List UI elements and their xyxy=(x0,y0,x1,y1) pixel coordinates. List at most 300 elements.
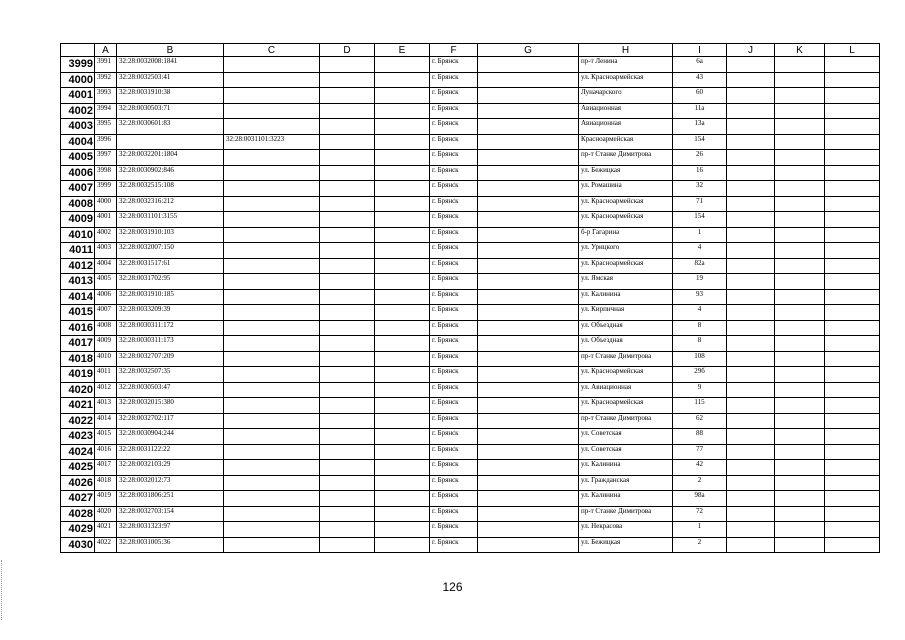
cell-a[interactable]: 4021 xyxy=(95,522,117,538)
cell-h[interactable]: Авиационная xyxy=(579,103,673,119)
row-number[interactable]: 4003 xyxy=(61,119,95,135)
cell-g[interactable] xyxy=(478,289,579,305)
cell-e[interactable] xyxy=(375,398,430,414)
cell-c[interactable] xyxy=(224,351,320,367)
cell-c[interactable] xyxy=(224,336,320,352)
cell-j[interactable] xyxy=(727,243,775,259)
cell-d[interactable] xyxy=(320,429,375,445)
cell-k[interactable] xyxy=(775,398,825,414)
cell-h[interactable]: пр-т Станке Димитрова xyxy=(579,413,673,429)
cell-e[interactable] xyxy=(375,57,430,73)
cell-a[interactable]: 3998 xyxy=(95,165,117,181)
cell-f[interactable]: г. Брянск xyxy=(430,398,478,414)
cell-h[interactable]: ул. Урицкого xyxy=(579,243,673,259)
cell-b[interactable]: 32:28:0030311:172 xyxy=(117,320,224,336)
cell-d[interactable] xyxy=(320,165,375,181)
cell-k[interactable] xyxy=(775,382,825,398)
cell-b[interactable]: 32:28:0032012:73 xyxy=(117,475,224,491)
cell-l[interactable] xyxy=(825,119,880,135)
cell-i[interactable]: 6а xyxy=(673,57,727,73)
cell-j[interactable] xyxy=(727,72,775,88)
cell-k[interactable] xyxy=(775,134,825,150)
cell-k[interactable] xyxy=(775,444,825,460)
cell-h[interactable]: пр-т Ленина xyxy=(579,57,673,73)
cell-f[interactable]: г. Брянск xyxy=(430,537,478,553)
cell-a[interactable]: 4010 xyxy=(95,351,117,367)
cell-a[interactable]: 4019 xyxy=(95,491,117,507)
cell-a[interactable]: 4022 xyxy=(95,537,117,553)
row-number[interactable]: 4004 xyxy=(61,134,95,150)
row-number[interactable]: 4027 xyxy=(61,491,95,507)
cell-e[interactable] xyxy=(375,506,430,522)
cell-l[interactable] xyxy=(825,88,880,104)
row-number[interactable]: 4008 xyxy=(61,196,95,212)
cell-c[interactable] xyxy=(224,398,320,414)
cell-d[interactable] xyxy=(320,522,375,538)
cell-g[interactable] xyxy=(478,258,579,274)
cell-d[interactable] xyxy=(320,88,375,104)
cell-h[interactable]: Луначарского xyxy=(579,88,673,104)
cell-k[interactable] xyxy=(775,57,825,73)
cell-l[interactable] xyxy=(825,475,880,491)
cell-l[interactable] xyxy=(825,506,880,522)
cell-d[interactable] xyxy=(320,413,375,429)
cell-l[interactable] xyxy=(825,413,880,429)
cell-a[interactable]: 4017 xyxy=(95,460,117,476)
cell-k[interactable] xyxy=(775,522,825,538)
cell-e[interactable] xyxy=(375,475,430,491)
cell-d[interactable] xyxy=(320,119,375,135)
cell-d[interactable] xyxy=(320,320,375,336)
cell-f[interactable]: г. Брянск xyxy=(430,243,478,259)
cell-d[interactable] xyxy=(320,150,375,166)
cell-a[interactable]: 4006 xyxy=(95,289,117,305)
cell-i[interactable]: 9 xyxy=(673,382,727,398)
cell-a[interactable]: 4020 xyxy=(95,506,117,522)
cell-h[interactable]: ул. Бежицкая xyxy=(579,537,673,553)
cell-d[interactable] xyxy=(320,181,375,197)
column-header[interactable]: E xyxy=(375,44,430,57)
cell-c[interactable] xyxy=(224,72,320,88)
cell-g[interactable] xyxy=(478,522,579,538)
row-number[interactable]: 4020 xyxy=(61,382,95,398)
cell-a[interactable]: 3992 xyxy=(95,72,117,88)
cell-j[interactable] xyxy=(727,212,775,228)
cell-k[interactable] xyxy=(775,506,825,522)
cell-e[interactable] xyxy=(375,196,430,212)
row-number[interactable]: 4024 xyxy=(61,444,95,460)
cell-b[interactable]: 32:28:0031101:3155 xyxy=(117,212,224,228)
cell-h[interactable]: пр-т Станке Димитрова xyxy=(579,506,673,522)
cell-c[interactable] xyxy=(224,165,320,181)
cell-l[interactable] xyxy=(825,258,880,274)
cell-b[interactable]: 32:28:0031910:185 xyxy=(117,289,224,305)
row-number[interactable]: 4017 xyxy=(61,336,95,352)
cell-h[interactable]: б-р Гагарина xyxy=(579,227,673,243)
cell-a[interactable]: 3999 xyxy=(95,181,117,197)
row-number[interactable]: 4007 xyxy=(61,181,95,197)
cell-l[interactable] xyxy=(825,429,880,445)
cell-k[interactable] xyxy=(775,103,825,119)
cell-k[interactable] xyxy=(775,475,825,491)
cell-g[interactable] xyxy=(478,351,579,367)
cell-k[interactable] xyxy=(775,537,825,553)
cell-g[interactable] xyxy=(478,88,579,104)
cell-k[interactable] xyxy=(775,320,825,336)
column-header[interactable]: G xyxy=(478,44,579,57)
cell-j[interactable] xyxy=(727,429,775,445)
cell-b[interactable]: 32:28:0033209:39 xyxy=(117,305,224,321)
cell-e[interactable] xyxy=(375,305,430,321)
cell-c[interactable] xyxy=(224,460,320,476)
cell-l[interactable] xyxy=(825,72,880,88)
cell-i[interactable]: 1 xyxy=(673,522,727,538)
cell-g[interactable] xyxy=(478,429,579,445)
cell-i[interactable]: 42 xyxy=(673,460,727,476)
cell-b[interactable]: 32:28:0031702:95 xyxy=(117,274,224,290)
cell-c[interactable] xyxy=(224,413,320,429)
cell-f[interactable]: г. Брянск xyxy=(430,351,478,367)
cell-b[interactable]: 32:28:0032507:35 xyxy=(117,367,224,383)
cell-k[interactable] xyxy=(775,336,825,352)
cell-k[interactable] xyxy=(775,72,825,88)
cell-f[interactable]: г. Брянск xyxy=(430,227,478,243)
cell-i[interactable]: 2 xyxy=(673,475,727,491)
cell-f[interactable]: г. Брянск xyxy=(430,429,478,445)
cell-l[interactable] xyxy=(825,320,880,336)
cell-f[interactable]: г. Брянск xyxy=(430,181,478,197)
cell-d[interactable] xyxy=(320,274,375,290)
cell-g[interactable] xyxy=(478,243,579,259)
cell-f[interactable]: г. Брянск xyxy=(430,119,478,135)
cell-e[interactable] xyxy=(375,429,430,445)
cell-d[interactable] xyxy=(320,212,375,228)
cell-b[interactable]: 32:28:0031323:97 xyxy=(117,522,224,538)
column-header[interactable]: J xyxy=(727,44,775,57)
cell-k[interactable] xyxy=(775,460,825,476)
cell-i[interactable]: 16 xyxy=(673,165,727,181)
cell-l[interactable] xyxy=(825,243,880,259)
cell-c[interactable] xyxy=(224,196,320,212)
cell-g[interactable] xyxy=(478,444,579,460)
cell-f[interactable]: г. Брянск xyxy=(430,72,478,88)
row-number[interactable]: 4005 xyxy=(61,150,95,166)
cell-b[interactable]: 32:28:0032015:380 xyxy=(117,398,224,414)
cell-l[interactable] xyxy=(825,398,880,414)
cell-a[interactable]: 4003 xyxy=(95,243,117,259)
cell-e[interactable] xyxy=(375,258,430,274)
column-header[interactable]: C xyxy=(224,44,320,57)
row-number[interactable]: 4010 xyxy=(61,227,95,243)
cell-b[interactable]: 32:28:0030503:71 xyxy=(117,103,224,119)
cell-g[interactable] xyxy=(478,196,579,212)
cell-i[interactable]: 82а xyxy=(673,258,727,274)
row-number[interactable]: 4012 xyxy=(61,258,95,274)
cell-e[interactable] xyxy=(375,88,430,104)
cell-a[interactable]: 4007 xyxy=(95,305,117,321)
cell-c[interactable] xyxy=(224,367,320,383)
cell-d[interactable] xyxy=(320,537,375,553)
cell-e[interactable] xyxy=(375,289,430,305)
cell-f[interactable]: г. Брянск xyxy=(430,103,478,119)
cell-e[interactable] xyxy=(375,212,430,228)
cell-i[interactable]: 13а xyxy=(673,119,727,135)
cell-l[interactable] xyxy=(825,57,880,73)
cell-f[interactable]: г. Брянск xyxy=(430,165,478,181)
cell-a[interactable]: 4014 xyxy=(95,413,117,429)
cell-e[interactable] xyxy=(375,336,430,352)
cell-k[interactable] xyxy=(775,88,825,104)
cell-j[interactable] xyxy=(727,475,775,491)
cell-h[interactable]: ул. Некрасова xyxy=(579,522,673,538)
cell-g[interactable] xyxy=(478,165,579,181)
row-number[interactable]: 4011 xyxy=(61,243,95,259)
cell-a[interactable]: 4009 xyxy=(95,336,117,352)
cell-a[interactable]: 3994 xyxy=(95,103,117,119)
cell-h[interactable]: ул. Калинина xyxy=(579,491,673,507)
cell-c[interactable] xyxy=(224,289,320,305)
cell-h[interactable]: ул. Ромашина xyxy=(579,181,673,197)
cell-c[interactable] xyxy=(224,274,320,290)
cell-f[interactable]: г. Брянск xyxy=(430,196,478,212)
cell-c[interactable] xyxy=(224,150,320,166)
cell-j[interactable] xyxy=(727,336,775,352)
cell-l[interactable] xyxy=(825,522,880,538)
cell-e[interactable] xyxy=(375,444,430,460)
cell-f[interactable]: г. Брянск xyxy=(430,57,478,73)
cell-f[interactable]: г. Брянск xyxy=(430,367,478,383)
cell-i[interactable]: 115 xyxy=(673,398,727,414)
cell-j[interactable] xyxy=(727,320,775,336)
cell-c[interactable] xyxy=(224,491,320,507)
cell-a[interactable]: 4008 xyxy=(95,320,117,336)
cell-b[interactable]: 32:28:0030601:83 xyxy=(117,119,224,135)
cell-k[interactable] xyxy=(775,351,825,367)
cell-f[interactable]: г. Брянск xyxy=(430,320,478,336)
cell-l[interactable] xyxy=(825,227,880,243)
column-header[interactable]: H xyxy=(579,44,673,57)
cell-b[interactable]: 32:28:0031517:61 xyxy=(117,258,224,274)
cell-c[interactable] xyxy=(224,212,320,228)
cell-f[interactable]: г. Брянск xyxy=(430,305,478,321)
cell-l[interactable] xyxy=(825,336,880,352)
cell-f[interactable]: г. Брянск xyxy=(430,506,478,522)
cell-j[interactable] xyxy=(727,88,775,104)
cell-h[interactable]: ул. Красноармейская xyxy=(579,196,673,212)
cell-f[interactable]: г. Брянск xyxy=(430,382,478,398)
cell-b[interactable]: 32:28:0032702:117 xyxy=(117,413,224,429)
cell-d[interactable] xyxy=(320,475,375,491)
row-number[interactable]: 4019 xyxy=(61,367,95,383)
cell-g[interactable] xyxy=(478,57,579,73)
row-number[interactable]: 4028 xyxy=(61,506,95,522)
cell-h[interactable]: ул. Калинина xyxy=(579,460,673,476)
cell-j[interactable] xyxy=(727,305,775,321)
cell-l[interactable] xyxy=(825,150,880,166)
cell-g[interactable] xyxy=(478,367,579,383)
cell-d[interactable] xyxy=(320,444,375,460)
cell-a[interactable]: 4015 xyxy=(95,429,117,445)
cell-c[interactable] xyxy=(224,243,320,259)
cell-c[interactable] xyxy=(224,506,320,522)
cell-e[interactable] xyxy=(375,491,430,507)
cell-k[interactable] xyxy=(775,258,825,274)
cell-j[interactable] xyxy=(727,537,775,553)
cell-c[interactable] xyxy=(224,522,320,538)
cell-h[interactable]: ул. Красноармейская xyxy=(579,212,673,228)
cell-h[interactable]: ул. Гражданская xyxy=(579,475,673,491)
cell-i[interactable]: 4 xyxy=(673,305,727,321)
cell-f[interactable]: г. Брянск xyxy=(430,475,478,491)
cell-g[interactable] xyxy=(478,537,579,553)
cell-k[interactable] xyxy=(775,119,825,135)
cell-c[interactable] xyxy=(224,444,320,460)
cell-j[interactable] xyxy=(727,398,775,414)
cell-j[interactable] xyxy=(727,134,775,150)
cell-h[interactable]: ул. Красноармейская xyxy=(579,258,673,274)
cell-f[interactable]: г. Брянск xyxy=(430,413,478,429)
cell-d[interactable] xyxy=(320,103,375,119)
cell-e[interactable] xyxy=(375,227,430,243)
cell-d[interactable] xyxy=(320,367,375,383)
row-number[interactable]: 3999 xyxy=(61,57,95,73)
cell-b[interactable]: 32:28:0032316:212 xyxy=(117,196,224,212)
cell-c[interactable] xyxy=(224,320,320,336)
cell-g[interactable] xyxy=(478,119,579,135)
cell-j[interactable] xyxy=(727,444,775,460)
cell-l[interactable] xyxy=(825,103,880,119)
cell-g[interactable] xyxy=(478,460,579,476)
cell-l[interactable] xyxy=(825,444,880,460)
cell-b[interactable]: 32:28:0032515:108 xyxy=(117,181,224,197)
cell-l[interactable] xyxy=(825,274,880,290)
cell-j[interactable] xyxy=(727,460,775,476)
cell-k[interactable] xyxy=(775,212,825,228)
cell-i[interactable]: 72 xyxy=(673,506,727,522)
cell-l[interactable] xyxy=(825,289,880,305)
cell-b[interactable]: 32:28:0030503:47 xyxy=(117,382,224,398)
cell-h[interactable]: ул. Ямская xyxy=(579,274,673,290)
cell-f[interactable]: г. Брянск xyxy=(430,460,478,476)
cell-e[interactable] xyxy=(375,537,430,553)
cell-b[interactable]: 32:28:0032707:209 xyxy=(117,351,224,367)
cell-e[interactable] xyxy=(375,119,430,135)
cell-c[interactable]: 32:28:0031101:3223 xyxy=(224,134,320,150)
cell-b[interactable]: 32:28:0031806:251 xyxy=(117,491,224,507)
cell-i[interactable]: 8 xyxy=(673,320,727,336)
cell-g[interactable] xyxy=(478,274,579,290)
cell-i[interactable]: 93 xyxy=(673,289,727,305)
cell-e[interactable] xyxy=(375,274,430,290)
cell-e[interactable] xyxy=(375,367,430,383)
cell-b[interactable]: 32:28:0032201:1804 xyxy=(117,150,224,166)
cell-l[interactable] xyxy=(825,460,880,476)
cell-k[interactable] xyxy=(775,289,825,305)
cell-f[interactable]: г. Брянск xyxy=(430,491,478,507)
cell-l[interactable] xyxy=(825,367,880,383)
cell-j[interactable] xyxy=(727,181,775,197)
cell-d[interactable] xyxy=(320,336,375,352)
cell-h[interactable]: Авиационная xyxy=(579,119,673,135)
cell-l[interactable] xyxy=(825,305,880,321)
cell-i[interactable]: 108 xyxy=(673,351,727,367)
cell-g[interactable] xyxy=(478,150,579,166)
cell-j[interactable] xyxy=(727,165,775,181)
cell-e[interactable] xyxy=(375,181,430,197)
cell-j[interactable] xyxy=(727,506,775,522)
cell-k[interactable] xyxy=(775,491,825,507)
cell-a[interactable]: 4012 xyxy=(95,382,117,398)
cell-b[interactable]: 32:28:0031910:38 xyxy=(117,88,224,104)
cell-a[interactable]: 3991 xyxy=(95,57,117,73)
cell-g[interactable] xyxy=(478,212,579,228)
cell-j[interactable] xyxy=(727,227,775,243)
cell-l[interactable] xyxy=(825,165,880,181)
cell-j[interactable] xyxy=(727,57,775,73)
cell-h[interactable]: ул. Калинина xyxy=(579,289,673,305)
cell-d[interactable] xyxy=(320,351,375,367)
cell-a[interactable]: 3996 xyxy=(95,134,117,150)
cell-g[interactable] xyxy=(478,491,579,507)
cell-c[interactable] xyxy=(224,119,320,135)
cell-i[interactable]: 29б xyxy=(673,367,727,383)
cell-a[interactable]: 3997 xyxy=(95,150,117,166)
cell-h[interactable]: ул. Красноармейская xyxy=(579,72,673,88)
cell-e[interactable] xyxy=(375,165,430,181)
cell-j[interactable] xyxy=(727,150,775,166)
row-number[interactable]: 4025 xyxy=(61,460,95,476)
cell-d[interactable] xyxy=(320,243,375,259)
cell-e[interactable] xyxy=(375,134,430,150)
cell-l[interactable] xyxy=(825,537,880,553)
cell-g[interactable] xyxy=(478,227,579,243)
cell-a[interactable]: 4013 xyxy=(95,398,117,414)
cell-d[interactable] xyxy=(320,491,375,507)
cell-f[interactable]: г. Брянск xyxy=(430,289,478,305)
cell-g[interactable] xyxy=(478,103,579,119)
cell-j[interactable] xyxy=(727,367,775,383)
row-number[interactable]: 4021 xyxy=(61,398,95,414)
cell-f[interactable]: г. Брянск xyxy=(430,336,478,352)
cell-k[interactable] xyxy=(775,227,825,243)
row-number[interactable]: 4026 xyxy=(61,475,95,491)
row-number[interactable]: 4015 xyxy=(61,305,95,321)
row-number[interactable]: 4000 xyxy=(61,72,95,88)
cell-f[interactable]: г. Брянск xyxy=(430,212,478,228)
cell-g[interactable] xyxy=(478,413,579,429)
cell-a[interactable]: 4016 xyxy=(95,444,117,460)
cell-i[interactable]: 154 xyxy=(673,212,727,228)
cell-b[interactable]: 32:28:0031005:36 xyxy=(117,537,224,553)
cell-b[interactable]: 32:28:0030904:244 xyxy=(117,429,224,445)
cell-d[interactable] xyxy=(320,289,375,305)
cell-d[interactable] xyxy=(320,72,375,88)
cell-c[interactable] xyxy=(224,57,320,73)
cell-k[interactable] xyxy=(775,150,825,166)
cell-g[interactable] xyxy=(478,398,579,414)
row-number[interactable]: 4018 xyxy=(61,351,95,367)
cell-b[interactable]: 32:28:0032007:150 xyxy=(117,243,224,259)
cell-e[interactable] xyxy=(375,150,430,166)
column-header[interactable]: I xyxy=(673,44,727,57)
cell-g[interactable] xyxy=(478,305,579,321)
row-number[interactable]: 4006 xyxy=(61,165,95,181)
cell-e[interactable] xyxy=(375,320,430,336)
cell-i[interactable]: 154 xyxy=(673,134,727,150)
cell-d[interactable] xyxy=(320,460,375,476)
cell-j[interactable] xyxy=(727,274,775,290)
cell-h[interactable]: Красноармейская xyxy=(579,134,673,150)
